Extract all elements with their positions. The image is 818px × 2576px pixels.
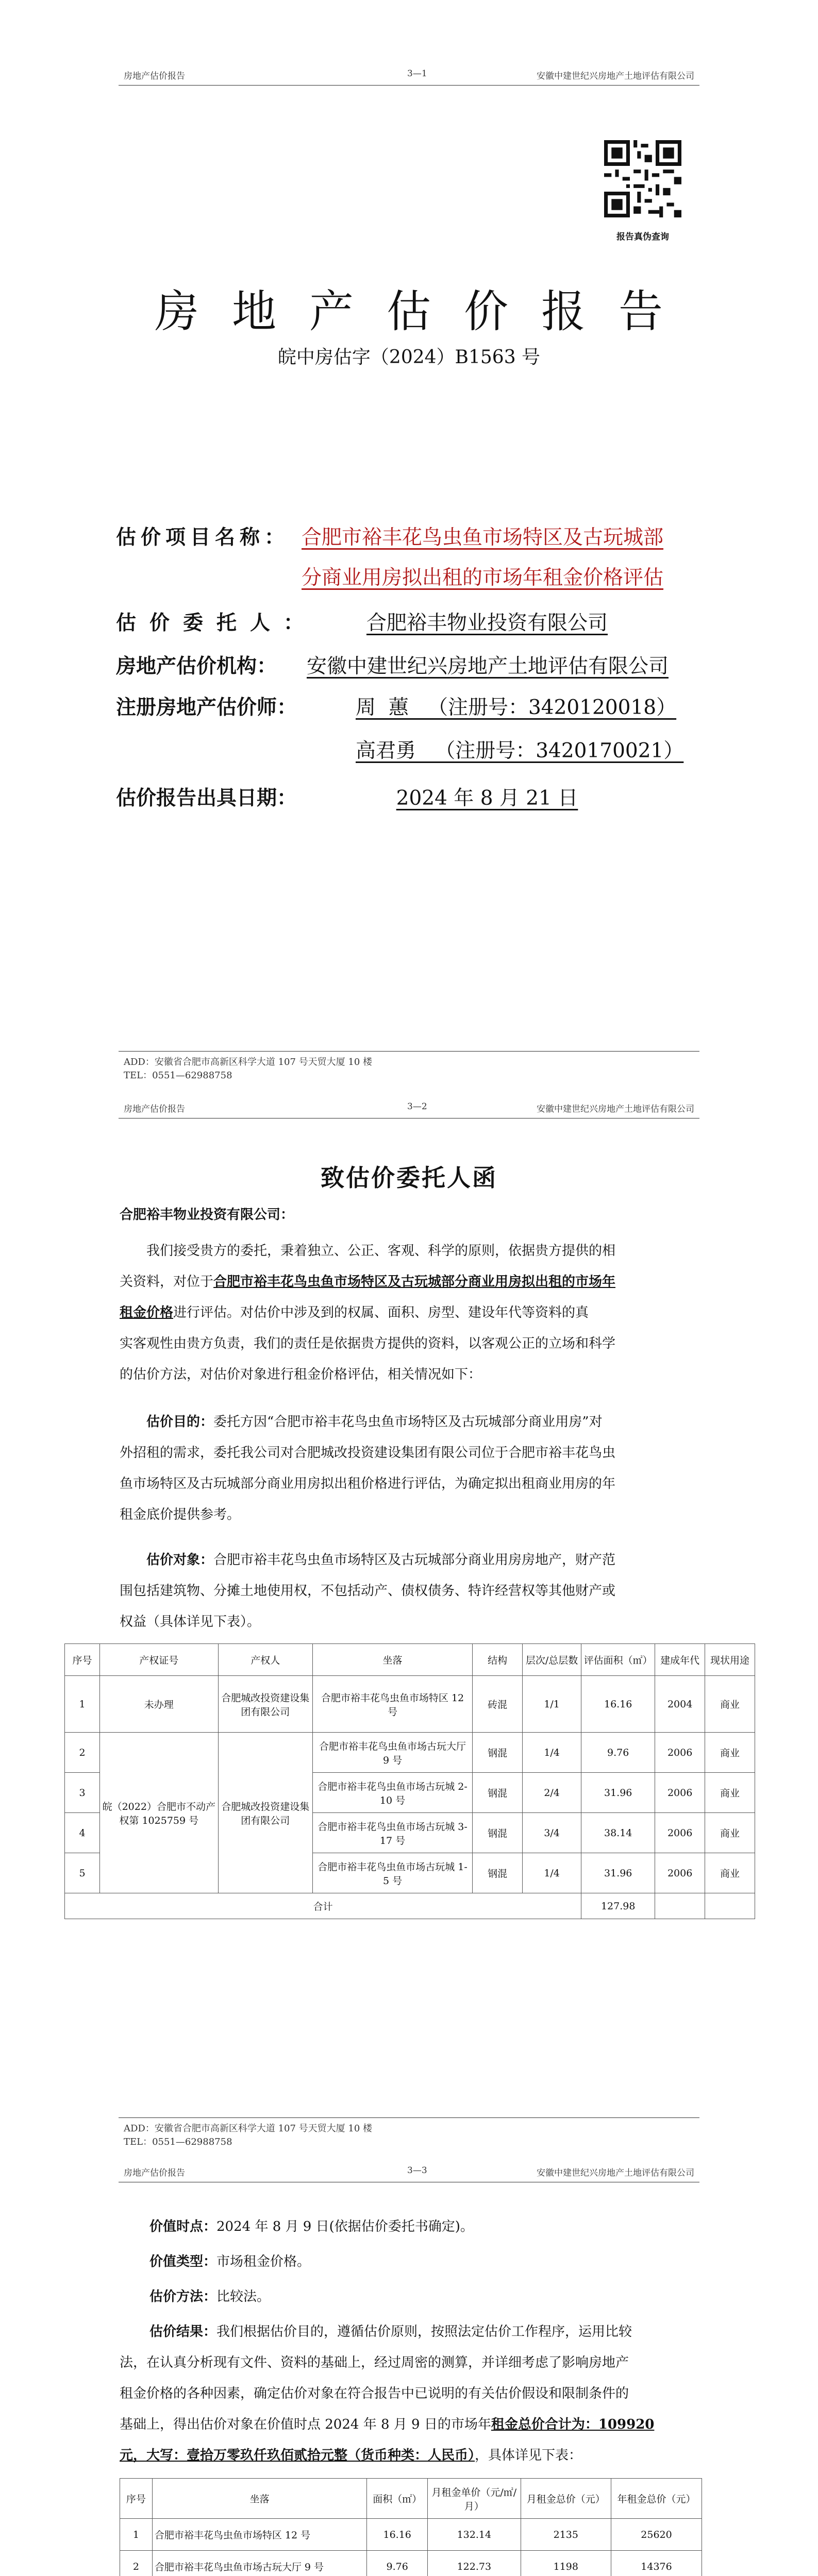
page-letter [0,1087,818,2154]
footer-tel: TEL：0551—62988758 [124,1070,232,1081]
header-page-number: 3—1 [407,69,427,79]
value-date-label: 价值时点： [149,2219,217,2234]
cell: 3 [65,1773,100,1813]
total-rent-words: 壹拾万零玖仟玖佰贰拾元整（货币种类：人民币） [187,2448,475,2463]
cell: 3/4 [523,1813,581,1853]
cell: 商业 [705,1853,755,1893]
total-label: 合计 [65,1893,581,1919]
col-header: 序号 [65,1644,100,1676]
cell [655,1893,705,1919]
letter-title: 致估价委托人函 [321,1164,497,1192]
cell: 1198 [521,2551,611,2576]
cell: 2006 [655,1813,705,1853]
table-row [65,1676,755,1733]
total-area: 127.98 [581,1893,655,1919]
header-right: 安徽中建世纪兴房地产土地评估有限公司 [537,71,694,81]
cell: 1 [120,2519,153,2551]
cell: 合肥市裕丰花鸟虫鱼市场古玩城 1-5 号 [312,1853,472,1893]
cell: 砖混 [473,1676,523,1733]
cell: 2006 [655,1773,705,1813]
cell: 2/4 [523,1773,581,1813]
table-row [120,2551,702,2576]
appraiser-label: 注册房地产估价师： [116,696,297,719]
footer-tel: TEL：0551—62988758 [124,2137,232,2147]
text: 进行评估。对估价中涉及到的权属、面积、房型、建设年代等资料的真 [173,1305,589,1320]
cell: 4 [65,1813,100,1853]
purpose-line [120,1406,699,1437]
cell: 9.76 [581,1733,655,1773]
col-header: 现状用途 [705,1644,755,1676]
cell: 合肥市裕丰花鸟虫鱼市场特区 12 号 [312,1676,472,1733]
table-header-row [65,1644,755,1676]
cell: 商业 [705,1676,755,1733]
cell: 合肥市裕丰花鸟虫鱼市场古玩城 3-17 号 [312,1813,472,1853]
cell: 1 [65,1676,100,1733]
cell: 商业 [705,1773,755,1813]
rent-table [120,2478,702,2576]
intro-line: 实客观性由贵方负责，我们的责任是依据贵方提供的资料，以客观公正的立场和科学 [120,1336,616,1351]
page-header [119,1097,699,1118]
text: 我们根据估价目的，遵循估价原则，按照法定估价工作程序，运用比较 [216,2324,632,2340]
col-header: 年租金总价（元） [611,2479,702,2519]
col-header: 月租金单价（元/㎡/月） [428,2479,521,2519]
cell: 合肥城改投资建设集团有限公司 [218,1733,312,1893]
table-row [65,1733,755,1773]
cell: 2135 [521,2519,611,2551]
object-line: 围包括建筑物、分摊土地使用权，不包括动产、债权债务、特许经营权等其他财产或 [120,1583,616,1599]
col-header: 产权证号 [100,1644,219,1676]
result-line: 法，在认真分析现有文件、资料的基础上，经过周密的测算，并详细考虑了影响房地产 [120,2355,629,2370]
page-header [119,2161,699,2182]
intro-line: 的估价方法，对估价对象进行租金价格评估，相关情况如下： [120,1367,482,1382]
total-rent: 租金总价合计为：109920 [491,2417,655,2432]
text: ，具体详见下表： [475,2448,582,2463]
page-result [0,2154,818,2576]
intro-line [120,1297,699,1328]
client-name: 合肥裕丰物业投资有限公司 [366,612,608,635]
cell: 合肥市裕丰花鸟虫鱼市场古玩大厅 9 号 [312,1733,472,1773]
result-paragraph [120,2316,702,2471]
cell: 商业 [705,1813,755,1853]
report-title: 房地产估价报告 [155,286,696,337]
cell: 钢混 [473,1813,523,1853]
cell: 钢混 [473,1773,523,1813]
header-left: 房地产估价报告 [124,71,185,81]
cell: 合肥市裕丰花鸟虫鱼市场特区 12 号 [152,2519,367,2551]
intro-paragraph [120,1235,699,1390]
page-cover [0,0,818,1082]
object-line: 权益（具体详见下表）。 [120,1614,261,1630]
text: 基础上，得出估价对象在价值时点 2024 年 8 月 9 日的市场年 [120,2417,491,2432]
method-line [149,2281,270,2312]
cell: 1/4 [523,1733,581,1773]
report-number: 皖中房估字（2024）B1563 号 [277,347,541,368]
client-label: 估价委托人： [116,611,318,635]
cell: 皖（2022）合肥市不动产权第 1025759 号 [100,1733,219,1893]
project-name-line1: 合肥市裕丰花鸟虫鱼市场特区及古玩城部 [302,526,664,549]
appraiser-2: 高君勇 （注册号：3420170021） [356,739,684,762]
issue-date-value: 2024 年 8 月 21 日 [396,787,578,810]
method-text: 比较法。 [216,2289,271,2304]
cell: 商业 [705,1733,755,1773]
col-header: 序号 [120,2479,153,2519]
text: 委托方因“合肥市裕丰花鸟虫鱼市场特区及古玩城部分商业用房”对 [213,1414,603,1430]
qr-code-icon [604,140,681,217]
header-right: 安徽中建世纪兴房地产土地评估有限公司 [537,1104,694,1114]
cell: 14376 [611,2551,702,2576]
purpose-line: 租金底价提供参考。 [120,1507,241,1522]
cell: 38.14 [581,1813,655,1853]
header-left: 房地产估价报告 [124,1104,185,1114]
text: 元，大写： [120,2448,187,2463]
result-line [120,2316,702,2347]
intro-line [120,1266,699,1297]
text: 合肥市裕丰花鸟虫鱼市场特区及古玩城部分商业用房房地产，财产范 [213,1552,616,1568]
cell: 9.76 [367,2551,428,2576]
object-line [120,1545,699,1575]
purpose-line: 外招租的需求，委托我公司对合肥城改投资建设集团有限公司位于合肥市裕丰花鸟虫 [120,1445,616,1461]
subject-name-end: 租金价格 [120,1305,174,1320]
header-page-number: 3—2 [407,1101,427,1112]
property-table [64,1643,755,1919]
agency-value: 安徽中建世纪兴房地产土地评估有限公司 [307,655,669,678]
subject-name: 合肥市裕丰花鸟虫鱼市场特区及古玩城部分商业用房拟出租的市场年 [213,1274,616,1290]
object-label: 估价对象： [146,1552,214,1568]
value-type-label: 价值类型： [149,2254,217,2269]
header-page-number: 3—3 [407,2165,427,2176]
project-name-line2: 分商业用房拟出租的市场年租金价格评估 [302,566,664,589]
header-right: 安徽中建世纪兴房地产土地评估有限公司 [537,2168,694,2178]
purpose-line: 鱼市场特区及古玩城部分商业用房拟出租价格进行评估，为确定拟出租商业用房的年 [120,1476,616,1492]
col-header: 结构 [473,1644,523,1676]
footer-address: ADD：安徽省合肥市高新区科学大道 107 号天贸大厦 10 楼 [124,1057,373,1067]
result-line [120,2440,702,2471]
result-label: 估价结果： [149,2324,217,2340]
page-footer [119,2117,699,2149]
col-header: 面积（㎡） [367,2479,428,2519]
text: 关资料，对位于 [120,1274,214,1290]
issue-date-label: 估价报告出具日期： [116,786,297,810]
cell: 合肥城改投资建设集团有限公司 [218,1676,312,1733]
cell: 16.16 [581,1676,655,1733]
cell: 钢混 [473,1853,523,1893]
project-name-label: 估价项目名称： [116,526,290,549]
intro-line: 我们接受贵方的委托，秉着独立、公正、客观、科学的原则，依据贵方提供的相 [146,1243,616,1259]
col-header: 坐落 [152,2479,367,2519]
addressee: 合肥裕丰物业投资有限公司： [120,1207,294,1223]
cell: 16.16 [367,2519,428,2551]
client-value [302,607,673,636]
cell: 2006 [655,1733,705,1773]
table-header-row [120,2479,702,2519]
result-line [120,2409,702,2440]
cell: 1/1 [523,1676,581,1733]
page-header [119,64,699,86]
table-row [120,2519,702,2551]
object-paragraph [120,1545,699,1637]
cell: 2006 [655,1853,705,1893]
col-header: 建成年代 [655,1644,705,1676]
page-footer [119,1051,699,1082]
agency-label: 房地产估价机构： [116,654,277,678]
cell: 合肥市裕丰花鸟虫鱼市场古玩城 2-10 号 [312,1773,472,1813]
appraiser-1: 周 蕙 （注册号：3420120018） [356,696,677,719]
header-left: 房地产估价报告 [124,2168,185,2178]
purpose-paragraph [120,1406,699,1530]
footer-address: ADD：安徽省合肥市高新区科学大道 107 号天贸大厦 10 楼 [124,2123,373,2134]
method-label: 估价方法： [149,2289,217,2304]
col-header: 评估面积（㎡） [581,1644,655,1676]
col-header: 产权人 [218,1644,312,1676]
cell: 2 [65,1733,100,1773]
purpose-label: 估价目的： [146,1414,214,1430]
cell: 132.14 [428,2519,521,2551]
value-date-line [149,2211,474,2242]
cell: 5 [65,1853,100,1893]
qr-caption: 报告真伪查询 [616,232,669,242]
cell: 31.96 [581,1773,655,1813]
value-type-line [149,2246,310,2277]
cell: 122.73 [428,2551,521,2576]
cell [705,1893,755,1919]
col-header: 月租金总价（元） [521,2479,611,2519]
cell: 钢混 [473,1733,523,1773]
cell: 25620 [611,2519,702,2551]
value-type-text: 市场租金价格。 [216,2254,311,2269]
result-line: 租金价格的各种因素，确定估价对象在符合报告中已说明的有关估价假设和限制条件的 [120,2386,629,2401]
cell: 合肥市裕丰花鸟虫鱼市场古玩大厅 9 号 [152,2551,367,2576]
col-header: 坐落 [312,1644,472,1676]
table-total-row [65,1893,755,1919]
cell: 2 [120,2551,153,2576]
col-header: 层次/总层数 [523,1644,581,1676]
cell: 1/4 [523,1853,581,1893]
cell: 31.96 [581,1853,655,1893]
value-date-text: 2024 年 8 月 9 日(依据估价委托书确定)。 [216,2219,474,2234]
cell: 2004 [655,1676,705,1733]
cell: 未办理 [100,1676,219,1733]
